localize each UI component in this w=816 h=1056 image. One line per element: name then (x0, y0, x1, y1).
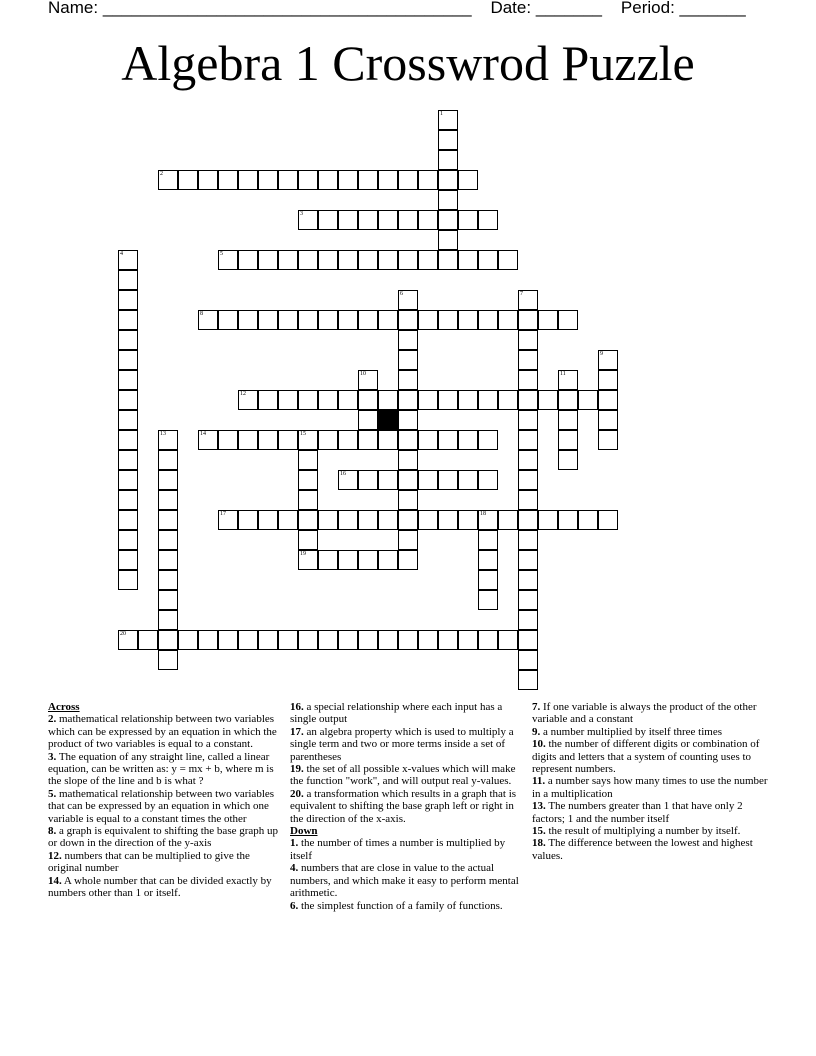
clue-number: 1 (440, 111, 443, 117)
grid-cell[interactable] (118, 490, 138, 510)
grid-cell[interactable] (218, 510, 238, 530)
period-field[interactable]: _______ (679, 0, 746, 17)
grid-cell[interactable] (158, 630, 178, 650)
grid-cell[interactable] (118, 510, 138, 530)
grid-cell[interactable] (278, 510, 298, 530)
clue-across-19: 19. the set of all possible x-values which will make the function "work", and will output real y-values. (290, 763, 516, 788)
clue-down-9: 9. a number multiplied by itself three times (532, 725, 723, 738)
grid-cell[interactable] (358, 170, 378, 190)
grid-cell[interactable] (338, 210, 358, 230)
clue-down-10: 10. the number of different digits or combination of digits and letters that a system of counting uses to represent numbers. (532, 738, 760, 776)
grid-cell[interactable] (418, 250, 438, 270)
clue-number: 10 (360, 371, 366, 377)
grid-cell[interactable] (158, 450, 178, 470)
grid-cell[interactable] (298, 550, 318, 570)
grid-cell[interactable] (518, 650, 538, 670)
grid-cell[interactable] (378, 250, 398, 270)
grid-cell[interactable] (378, 630, 398, 650)
grid-cell[interactable] (158, 530, 178, 550)
grid-cell[interactable] (478, 430, 498, 450)
grid-cell[interactable] (158, 470, 178, 490)
grid-cell[interactable] (338, 390, 358, 410)
across-heading: Across (48, 701, 80, 713)
grid-cell[interactable] (238, 310, 258, 330)
grid-cell[interactable] (118, 330, 138, 350)
name-field[interactable]: _______________________________________ (102, 0, 472, 17)
clue-number: 2 (160, 171, 163, 177)
grid-cell[interactable] (558, 510, 578, 530)
grid-cell[interactable] (558, 370, 578, 390)
grid-cell[interactable] (458, 210, 478, 230)
grid-cell[interactable] (438, 630, 458, 650)
grid-cell[interactable] (298, 390, 318, 410)
grid-cell[interactable] (218, 430, 238, 450)
date-label: Date: (490, 0, 532, 17)
grid-cell[interactable] (338, 510, 358, 530)
grid-cell[interactable] (258, 170, 278, 190)
grid-cell[interactable] (598, 390, 618, 410)
grid-cell[interactable] (398, 490, 418, 510)
grid-cell[interactable] (258, 390, 278, 410)
grid-cell[interactable] (518, 330, 538, 350)
grid-cell[interactable] (478, 310, 498, 330)
grid-cell[interactable] (498, 250, 518, 270)
clue-across-16: 16. a special relationship where each input has a single output (290, 701, 503, 726)
grid-cell[interactable] (518, 670, 538, 690)
grid-cell[interactable] (518, 630, 538, 650)
grid-cell[interactable] (318, 250, 338, 270)
name-label: Name: (48, 0, 99, 17)
clues-column-3 (532, 701, 772, 862)
grid-cell[interactable] (538, 390, 558, 410)
grid-cell[interactable] (278, 310, 298, 330)
clue-down-7: 7. If one variable is always the product of the other variable and a constant (532, 701, 757, 726)
grid-cell[interactable] (398, 210, 418, 230)
grid-cell[interactable] (238, 390, 258, 410)
grid-cell[interactable] (558, 310, 578, 330)
grid-cell[interactable] (198, 310, 218, 330)
grid-cell[interactable] (298, 210, 318, 230)
grid-cell[interactable] (158, 610, 178, 630)
grid-cell[interactable] (258, 250, 278, 270)
clue-across-12: 12. numbers that can be multiplied to give the original number (48, 849, 250, 875)
grid-cell[interactable] (398, 290, 418, 310)
grid-cell[interactable] (318, 550, 338, 570)
grid-cell[interactable] (418, 510, 438, 530)
clue-number: 12 (240, 391, 246, 397)
grid-cell[interactable] (518, 430, 538, 450)
grid-cell[interactable] (338, 470, 358, 490)
black-square (378, 410, 398, 430)
clue-down-11: 11. a number says how many times to use the number in a multiplication (532, 775, 768, 800)
grid-cell[interactable] (278, 630, 298, 650)
grid-cell[interactable] (298, 450, 318, 470)
clue-number: 7 (520, 291, 523, 297)
grid-cell[interactable] (418, 390, 438, 410)
grid-cell[interactable] (338, 250, 358, 270)
grid-cell[interactable] (478, 470, 498, 490)
grid-cell[interactable] (458, 510, 478, 530)
grid-cell[interactable] (378, 550, 398, 570)
clue-number: 20 (120, 631, 126, 637)
grid-cell[interactable] (318, 510, 338, 530)
grid-cell[interactable] (378, 390, 398, 410)
grid-cell[interactable] (518, 570, 538, 590)
grid-cell[interactable] (298, 430, 318, 450)
clue-across-3: 3. The equation of any straight line, called a linear equation, can be written as: y = mx + b, where m is the slope of the line and b is what ? (48, 750, 274, 788)
grid-cell[interactable] (298, 530, 318, 550)
grid-cell[interactable] (158, 650, 178, 670)
grid-cell[interactable] (398, 470, 418, 490)
grid-cell[interactable] (398, 390, 418, 410)
grid-cell[interactable] (518, 370, 538, 390)
grid-cell[interactable] (338, 550, 358, 570)
grid-cell[interactable] (118, 290, 138, 310)
grid-cell[interactable] (278, 430, 298, 450)
grid-cell[interactable] (238, 430, 258, 450)
grid-cell[interactable] (498, 510, 518, 530)
grid-cell[interactable] (558, 430, 578, 450)
grid-cell[interactable] (478, 550, 498, 570)
grid-cell[interactable] (158, 490, 178, 510)
grid-cell[interactable] (478, 530, 498, 550)
clue-number: 13 (160, 431, 166, 437)
grid-cell[interactable] (278, 250, 298, 270)
grid-cell[interactable] (378, 210, 398, 230)
grid-cell[interactable] (498, 630, 518, 650)
grid-cell[interactable] (358, 630, 378, 650)
grid-cell[interactable] (238, 630, 258, 650)
grid-cell[interactable] (358, 370, 378, 390)
grid-cell[interactable] (278, 170, 298, 190)
grid-cell[interactable] (398, 410, 418, 430)
clue-number: 11 (560, 371, 566, 377)
grid-cell[interactable] (138, 630, 158, 650)
grid-cell[interactable] (518, 490, 538, 510)
grid-cell[interactable] (598, 430, 618, 450)
clue-number: 18 (480, 511, 486, 517)
grid-cell[interactable] (538, 310, 558, 330)
clue-number: 6 (400, 291, 403, 297)
grid-cell[interactable] (438, 390, 458, 410)
grid-cell[interactable] (378, 170, 398, 190)
grid-cell[interactable] (338, 630, 358, 650)
grid-cell[interactable] (458, 470, 478, 490)
grid-cell[interactable] (458, 170, 478, 190)
grid-cell[interactable] (518, 310, 538, 330)
grid-cell[interactable] (398, 450, 418, 470)
clue-across-14: 14. A whole number that can be divided exactly by numbers other than 1 or itself. (48, 874, 272, 900)
grid-cell[interactable] (518, 550, 538, 570)
grid-cell[interactable] (318, 170, 338, 190)
grid-cell[interactable] (158, 590, 178, 610)
grid-cell[interactable] (198, 630, 218, 650)
grid-cell[interactable] (438, 470, 458, 490)
grid-cell[interactable] (298, 490, 318, 510)
grid-cell[interactable] (298, 250, 318, 270)
grid-cell[interactable] (338, 170, 358, 190)
grid-cell[interactable] (518, 450, 538, 470)
page-title: Algebra 1 Crosswrod Puzzle (121, 35, 695, 91)
grid-cell[interactable] (478, 250, 498, 270)
grid-cell[interactable] (298, 310, 318, 330)
grid-cell[interactable] (118, 470, 138, 490)
clue-down-15: 15. the result of multiplying a number by itself. (532, 825, 741, 838)
grid-cell[interactable] (358, 510, 378, 530)
clue-number: 17 (220, 511, 226, 517)
grid-cell[interactable] (298, 170, 318, 190)
grid-cell[interactable] (438, 190, 458, 210)
grid-cell[interactable] (438, 250, 458, 270)
clue-down-13: 13. The numbers greater than 1 that have only 2 factors; 1 and the number itself (532, 800, 743, 825)
grid-cell[interactable] (118, 250, 138, 270)
grid-cell[interactable] (418, 470, 438, 490)
grid-cell[interactable] (318, 310, 338, 330)
grid-cell[interactable] (398, 310, 418, 330)
grid-cell[interactable] (558, 390, 578, 410)
grid-cell[interactable] (358, 250, 378, 270)
clue-number: 16 (340, 471, 346, 477)
clue-number: 14 (200, 431, 206, 437)
grid-cell[interactable] (358, 430, 378, 450)
grid-cell[interactable] (178, 170, 198, 190)
clue-number: 9 (600, 351, 603, 357)
grid-cell[interactable] (358, 310, 378, 330)
grid-cell[interactable] (118, 410, 138, 430)
grid-cell[interactable] (478, 570, 498, 590)
grid-cell[interactable] (558, 410, 578, 430)
grid-cell[interactable] (218, 250, 238, 270)
grid-cell[interactable] (198, 170, 218, 190)
grid-cell[interactable] (318, 630, 338, 650)
grid-cell[interactable] (458, 430, 478, 450)
grid-cell[interactable] (398, 430, 418, 450)
grid-cell[interactable] (178, 630, 198, 650)
grid-cell[interactable] (398, 330, 418, 350)
grid-cell[interactable] (278, 390, 298, 410)
clue-down-4: 4. numbers that are close in value to the actual numbers, and which make it easy to perform mental arithmetic. (290, 862, 519, 900)
grid-cell[interactable] (498, 310, 518, 330)
grid-cell[interactable] (218, 630, 238, 650)
grid-cell[interactable] (118, 430, 138, 450)
clue-across-5: 5. mathematical relationship between two variables that can be expressed by an equation in which one variable is equal to a constant times the other (48, 787, 275, 825)
grid-cell[interactable] (118, 310, 138, 330)
grid-cell[interactable] (478, 630, 498, 650)
grid-cell[interactable] (558, 450, 578, 470)
grid-cell[interactable] (478, 590, 498, 610)
grid-cell[interactable] (238, 510, 258, 530)
grid-cell[interactable] (458, 390, 478, 410)
grid-cell[interactable] (158, 550, 178, 570)
clue-number: 3 (300, 211, 303, 217)
grid-cell[interactable] (438, 110, 458, 130)
grid-cell[interactable] (338, 310, 358, 330)
grid-cell[interactable] (258, 510, 278, 530)
grid-cell[interactable] (578, 390, 598, 410)
clue-number: 15 (300, 431, 306, 437)
grid-cell[interactable] (378, 430, 398, 450)
grid-cell[interactable] (378, 470, 398, 490)
grid-cell[interactable] (398, 510, 418, 530)
grid-cell[interactable] (518, 350, 538, 370)
grid-cell[interactable] (298, 630, 318, 650)
grid-cell[interactable] (438, 510, 458, 530)
grid-cell[interactable] (298, 470, 318, 490)
grid-cell[interactable] (518, 470, 538, 490)
grid-cell[interactable] (298, 510, 318, 530)
grid-cell[interactable] (398, 170, 418, 190)
grid-cell[interactable] (158, 570, 178, 590)
down-heading: Down (290, 825, 318, 838)
grid-cell[interactable] (238, 170, 258, 190)
grid-cell[interactable] (598, 410, 618, 430)
clue-number: 5 (220, 251, 223, 257)
grid-cell[interactable] (398, 530, 418, 550)
grid-cell[interactable] (598, 510, 618, 530)
grid-cell[interactable] (418, 310, 438, 330)
grid-cell[interactable] (318, 430, 338, 450)
grid-cell[interactable] (398, 630, 418, 650)
clue-down-1: 1. the number of times a number is multiplied by itself (290, 837, 506, 862)
grid-cell[interactable] (398, 370, 418, 390)
grid-cell[interactable] (478, 210, 498, 230)
grid-cell[interactable] (318, 390, 338, 410)
grid-cell[interactable] (118, 390, 138, 410)
grid-cell[interactable] (118, 530, 138, 550)
grid-cell[interactable] (258, 630, 278, 650)
grid-cell[interactable] (258, 430, 278, 450)
clue-number: 4 (120, 251, 123, 257)
grid-cell[interactable] (258, 310, 278, 330)
grid-cell[interactable] (238, 250, 258, 270)
grid-cell[interactable] (118, 550, 138, 570)
grid-cell[interactable] (518, 390, 538, 410)
clues-column-1 (48, 701, 280, 900)
grid-cell[interactable] (518, 610, 538, 630)
grid-cell[interactable] (518, 410, 538, 430)
clue-number: 19 (300, 551, 306, 557)
grid-cell[interactable] (458, 630, 478, 650)
clue-across-8: 8. a graph is equivalent to shifting the base graph up or down in the direction of the y-axis (48, 825, 279, 850)
grid-cell[interactable] (158, 510, 178, 530)
grid-cell[interactable] (338, 430, 358, 450)
grid-cell[interactable] (358, 390, 378, 410)
grid-cell[interactable] (418, 430, 438, 450)
grid-cell[interactable] (218, 170, 238, 190)
clue-across-20: 20. a transformation which results in a graph that is equivalent to shifting the base graph left or right in the direction of the x-axis. (290, 787, 517, 825)
grid-cell[interactable] (118, 350, 138, 370)
grid-cell[interactable] (598, 370, 618, 390)
grid-cell[interactable] (438, 130, 458, 150)
grid-cell[interactable] (478, 390, 498, 410)
clue-down-6: 6. the simplest function of a family of functions. (290, 899, 503, 912)
grid-cell[interactable] (358, 410, 378, 430)
grid-cell[interactable] (418, 170, 438, 190)
grid-cell[interactable] (118, 450, 138, 470)
grid-cell[interactable] (418, 630, 438, 650)
grid-cell[interactable] (118, 270, 138, 290)
grid-cell[interactable] (458, 250, 478, 270)
grid-cell[interactable] (518, 510, 538, 530)
clue-down-18: 18. The difference between the lowest and highest values. (532, 837, 753, 862)
grid-cell[interactable] (398, 550, 418, 570)
grid-cell[interactable] (438, 230, 458, 250)
grid-cell[interactable] (478, 510, 498, 530)
grid-cell[interactable] (358, 210, 378, 230)
grid-cell[interactable] (398, 250, 418, 270)
clue-across-2: 2. mathematical relationship between two variables which can be expressed by an equation in which the product of two variables is equal to a constant. (48, 713, 277, 751)
grid-cell[interactable] (218, 310, 238, 330)
date-field[interactable]: _______ (535, 0, 603, 17)
grid-cell[interactable] (518, 290, 538, 310)
grid-cell[interactable] (158, 430, 178, 450)
grid-cell[interactable] (518, 590, 538, 610)
grid-cell[interactable] (118, 630, 138, 650)
grid-cell[interactable] (358, 470, 378, 490)
grid-cell[interactable] (438, 150, 458, 170)
grid-cell[interactable] (358, 550, 378, 570)
grid-cell[interactable] (378, 310, 398, 330)
grid-cell[interactable] (378, 510, 398, 530)
grid-cell[interactable] (418, 210, 438, 230)
period-label: Period: (620, 0, 675, 17)
grid-cell[interactable] (578, 510, 598, 530)
grid-cell[interactable] (318, 210, 338, 230)
grid-cell[interactable] (158, 170, 178, 190)
grid-cell[interactable] (438, 210, 458, 230)
grid-cell[interactable] (498, 390, 518, 410)
grid-cell[interactable] (198, 430, 218, 450)
grid-cell[interactable] (438, 430, 458, 450)
grid-cell[interactable] (458, 310, 478, 330)
grid-cell[interactable] (118, 570, 138, 590)
grid-cell[interactable] (518, 530, 538, 550)
grid-cell[interactable] (598, 350, 618, 370)
grid-cell[interactable] (438, 170, 458, 190)
grid-cell[interactable] (398, 350, 418, 370)
grid-cell[interactable] (118, 370, 138, 390)
clue-number: 8 (200, 311, 203, 317)
clues-column-2 (290, 701, 522, 912)
grid-cell[interactable] (538, 510, 558, 530)
grid-cell[interactable] (438, 310, 458, 330)
clue-across-17: 17. an algebra property which is used to multiply a single term and two or more terms inside a set of parentheses (290, 725, 514, 763)
